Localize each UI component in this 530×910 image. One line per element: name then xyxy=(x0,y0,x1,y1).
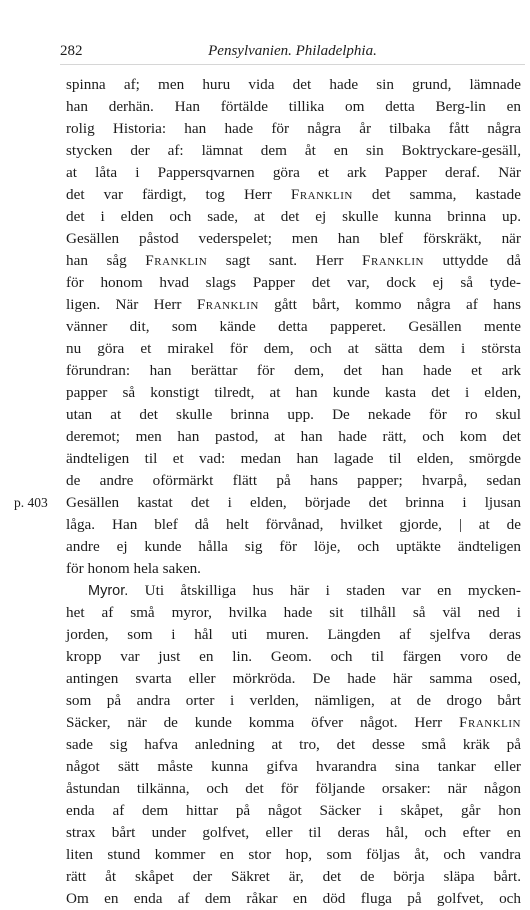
text-line: at låta i Pappersqvarnen göra et ark Papper deraf. När xyxy=(66,164,521,181)
person-name: Franklin xyxy=(459,714,521,731)
text-line: ändteligen til et vad: medan han lagade til elden, smörgde xyxy=(66,450,521,467)
text-line xyxy=(66,250,521,272)
text-line: sade sig hafva anledning at tro, det desse små kräk på xyxy=(66,736,521,753)
text-line: jorden, som i hål uti muren. Längden af sjelfva deras xyxy=(66,626,521,643)
text-line: låga. Han blef då helt förvånad, hvilket gjorde, | at de xyxy=(66,516,521,533)
text-line: antingen svarta eller mörkröda. De hade här samma osed, xyxy=(66,670,521,687)
text-line: de andre oförmärkt flätt på hans papper; hvarpå, sedan xyxy=(66,472,521,489)
text-line: stycken der af: lämnat dem åt en sin Boktryckare-gesäll, xyxy=(66,142,521,159)
text-line: strax bårt under golfvet, eller til deras hål, och efter en xyxy=(66,824,521,841)
text-line: åstundan tilkänna, och det för följande orsaker: när någon xyxy=(66,780,521,797)
person-name: Franklin xyxy=(145,252,208,269)
text-line: papper så konstigt tilredt, at han kunde kasta det i elden, xyxy=(66,384,521,401)
person-name: Franklin xyxy=(196,296,259,313)
text-line xyxy=(66,580,521,602)
text-segment: uttydde då xyxy=(423,252,521,269)
text-segment: Säcker, när de kunde komma öfver något. Herr xyxy=(66,714,460,731)
text-line xyxy=(66,294,521,316)
text-line: för honom hvad slags Papper det var, dock ej så tyde- xyxy=(66,274,521,291)
text-line: rätt åt skåpet der Säkret är, det de börja släpa bårt. xyxy=(66,868,521,885)
page-number: 282 xyxy=(60,43,83,59)
text-segment: han såg xyxy=(66,252,146,269)
text-line: han derhän. Han förtälde tillika om detta Berg-lin en xyxy=(66,98,521,115)
section-heading: Myror. xyxy=(88,583,129,599)
text-line: Gesällen påstod vederspelet; men han blef förskräkt, när xyxy=(66,230,521,247)
text-segment: det var färdigt, tog Herr xyxy=(66,186,291,203)
text-line: liten stund kommer en stor hop, som följas åt, och vandra xyxy=(66,846,521,863)
paragraph-paper xyxy=(66,74,521,580)
page-body xyxy=(66,74,521,910)
text-segment: Uti åtskilliga hus här i staden var en mycken- xyxy=(128,582,521,599)
text-line: nu göra et mirakel för dem, och at sätta dem i största xyxy=(66,340,521,357)
text-segment: sagt sant. Herr xyxy=(207,252,363,269)
text-segment: gått bårt, kommo några af hans xyxy=(258,296,521,313)
text-line: förundran: han berättar för dem, det han hade et ark xyxy=(66,362,521,379)
person-name: Franklin xyxy=(290,186,353,203)
text-line xyxy=(66,184,521,206)
running-title: Pensylvanien. Philadelphia. xyxy=(208,43,377,59)
text-line: som på andra orter i verlden, nämligen, at de drogo bårt xyxy=(66,692,521,709)
text-line: det i elden och sade, at det ej skulle kunna brinna up. xyxy=(66,208,521,225)
text-line: andre ej kunde hålla sig för löje, och uptäkte ändteligen xyxy=(66,538,521,555)
text-line: kropp var just en lin. Geom. och til färgen voro de xyxy=(66,648,521,665)
text-line: för honom hela saken. xyxy=(66,560,201,577)
text-line: utan at det skulle brinna upp. De nekade för ro skul xyxy=(66,406,521,423)
text-line: deremot; men han pastod, at han hade rätt, och kom det xyxy=(66,428,521,445)
text-line xyxy=(66,712,521,734)
header-rule xyxy=(60,64,525,65)
text-segment: ligen. När Herr xyxy=(66,296,197,313)
running-header xyxy=(60,40,525,62)
text-line: rolig Historia: han hade för några år tilbaka fått några xyxy=(66,120,521,137)
text-line: Gesällen kastat det i elden, började det brinna i ljusan xyxy=(66,494,521,511)
text-line: Om en enda af dem råkar en död fluga på golfvet, och xyxy=(66,890,521,907)
text-line: spinna af; men huru vida det hade sin grund, lämnade xyxy=(66,76,521,93)
text-segment: det samma, kastade xyxy=(352,186,521,203)
text-line: vänner dit, som kände detta papperet. Gesällen mente xyxy=(66,318,521,335)
text-line: enda af dem hittar på något Säcker i skåpet, går hon xyxy=(66,802,521,819)
paragraph-ants xyxy=(66,580,521,910)
person-name: Franklin xyxy=(362,252,424,269)
text-line: het af små myror, hvilka hade sit tilhåll så väl ned i xyxy=(66,604,521,621)
margin-page-reference: p. 403 xyxy=(14,495,48,510)
text-line: något sätt måste kunna gifva hvarandra sina tankar eller xyxy=(66,758,521,775)
